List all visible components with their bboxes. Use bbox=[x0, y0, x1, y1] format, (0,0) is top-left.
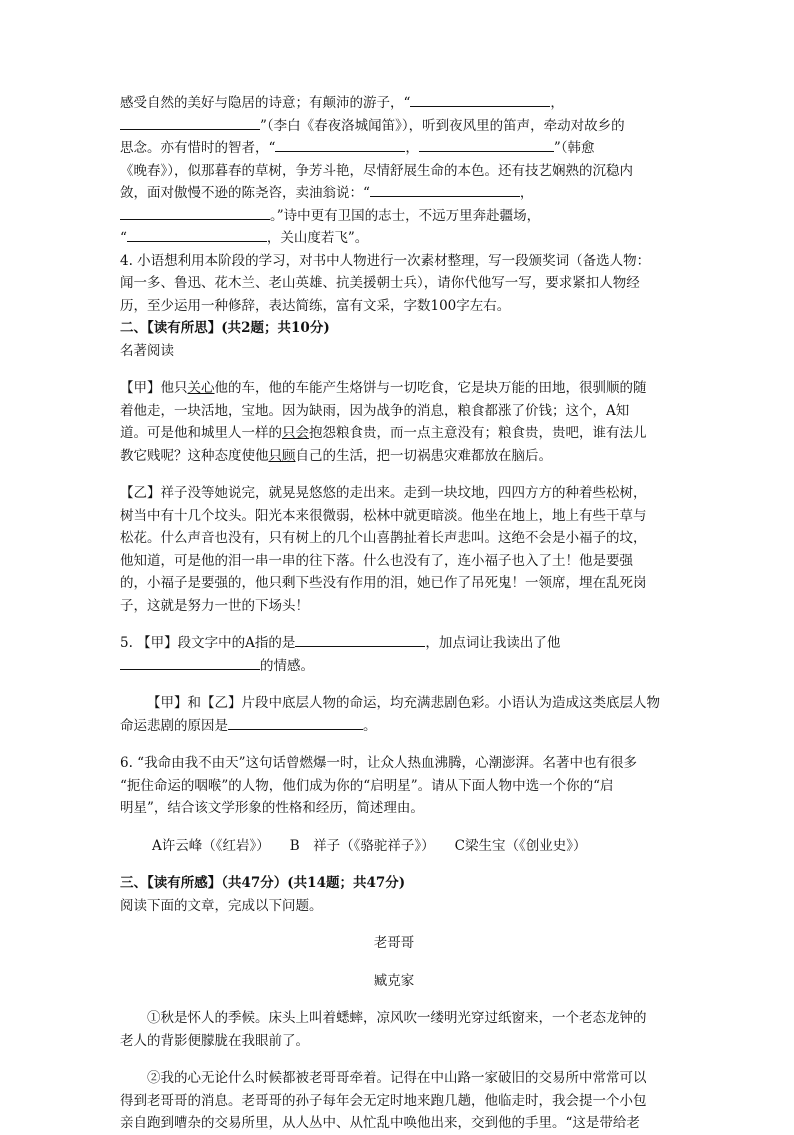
poem-fill-line: 《晚春》），似那暮春的草树，争芳斗艳，尽情舒展生命的本色。还有技艺娴熟的沉稳内 bbox=[120, 162, 633, 179]
text: ， bbox=[550, 95, 564, 111]
underlined-word: 只顾 bbox=[268, 447, 296, 464]
text: ，加点词让我读出了他 bbox=[425, 635, 561, 651]
passage-yi: 的，小福子是要强的，他只剩下些没有作用的泪，她已作了吊死鬼！一领席，埋在乱死岗 bbox=[120, 575, 647, 591]
section-subheading: 名著阅读 bbox=[120, 342, 174, 359]
text: ”（李白《春夜洛城闻笛》），听到夜风里的笛声，牵动对故乡的 bbox=[260, 117, 625, 134]
option-a[interactable]: A许云峰（《红岩》） bbox=[152, 837, 270, 854]
passage-yi: 【乙】祥子没等她说完，就晃晃悠悠的走出来。走到一块坟地，四四方方的种着些松树， bbox=[120, 485, 647, 501]
text: 思念。亦有惜时的智者，“ bbox=[120, 140, 276, 156]
passage-yi: 子，这就是努力一世的下场头！ bbox=[120, 597, 309, 614]
option-list bbox=[120, 835, 668, 858]
text: 感受自然的美好与隐居的诗意；有颠沛的游子，“ bbox=[120, 95, 411, 111]
poem-fill-line bbox=[120, 92, 668, 115]
exam-page bbox=[120, 92, 668, 1135]
question-5 bbox=[120, 715, 668, 738]
passage-jia bbox=[120, 445, 668, 468]
underlined-word: 只会 bbox=[282, 425, 309, 441]
text: ，关山度若飞”。 bbox=[266, 230, 369, 246]
article-paragraph: ②我的心无论什么时候都被老哥哥牵着。记得在中山路一家破旧的交易所中常常可以 bbox=[147, 1070, 647, 1086]
option-c[interactable]: C梁生宝（《创业史》） bbox=[454, 837, 587, 854]
section-subheading: 阅读下面的文章，完成以下问题。 bbox=[120, 897, 323, 914]
option-b[interactable]: B 祥子（《骆驼祥子》） bbox=[289, 837, 435, 854]
answer-blank[interactable] bbox=[295, 632, 425, 647]
poem-fill-line bbox=[120, 115, 668, 138]
text: ， bbox=[405, 140, 419, 156]
answer-blank[interactable] bbox=[120, 205, 270, 220]
passage-jia bbox=[120, 377, 668, 400]
text: 命运悲剧的原因是 bbox=[120, 717, 228, 734]
article-author: 臧克家 bbox=[373, 972, 415, 989]
question-6: 6. “我命由我不由天”这句话曾燃爆一时，让众人热血沸腾，心潮澎湃。名著中也有很多 bbox=[120, 755, 637, 771]
text: ， bbox=[519, 185, 534, 201]
text: “ bbox=[120, 230, 127, 246]
passage-yi: 树当中有十几个坟头。阳光本来很微弱，松林中就更暗淡。他坐在地上，地上有些干草与 bbox=[120, 507, 647, 524]
article-paragraph: 老人的背影便朦胧在我眼前了。 bbox=[120, 1032, 309, 1049]
passage-jia: 着他走，一块活地，宝地。因为缺雨，因为战争的消息，粮食都涨了价钱；这个，A知 bbox=[120, 402, 630, 419]
answer-blank[interactable] bbox=[228, 715, 363, 730]
answer-blank[interactable] bbox=[127, 227, 267, 242]
article-paragraph: ①秋是怀人的季候。床头上叫着蟋蟀，凉风吹一缕明光穿过纸窗来，一个老态龙钟的 bbox=[147, 1010, 647, 1026]
section-heading: 三、【读有所感】（共47分）(共14题；共47分) bbox=[120, 875, 406, 891]
text: 敛，面对傲慢不逊的陈尧咨，卖油翁说：“ bbox=[120, 185, 370, 201]
text: 。”诗中更有卫国的志士，不远万里奔赴疆场， bbox=[270, 207, 541, 224]
passage-yi: 他知道，可是他的泪一串一串的往下落。什么也没有了，连小福子也入了土！他是要强 bbox=[120, 552, 633, 569]
question-5 bbox=[120, 632, 668, 655]
answer-blank[interactable] bbox=[120, 115, 260, 130]
poem-fill-line bbox=[120, 182, 668, 205]
text: 5. 【甲】段文字中的A指的是 bbox=[120, 635, 296, 651]
text: 他的车，他的车能产生烙饼与一切吃食，它是块万能的田地，很驯顺的随 bbox=[214, 380, 647, 396]
question-6: “扼住命运的咽喉”的人物，他们成为你的“启明星”。请从下面人物中选一个你的“启 bbox=[120, 777, 614, 794]
poem-fill-line bbox=[120, 137, 668, 160]
text: 教它贱呢？这种态度使他 bbox=[120, 447, 269, 464]
question-5 bbox=[120, 655, 668, 678]
underlined-word: 关心 bbox=[187, 380, 215, 396]
question-6: 明星”，结合该文学形象的性格和经历，简述理由。 bbox=[120, 800, 424, 816]
section-heading: 二、【读有所思】(共2题；共10分) bbox=[120, 320, 330, 336]
answer-blank[interactable] bbox=[370, 182, 520, 197]
question-5: 【甲】和【乙】片段中底层人物的命运，均充满悲剧色彩。小语认为造成这类底层人物 bbox=[147, 695, 660, 711]
answer-blank[interactable] bbox=[410, 92, 550, 107]
poem-fill-line bbox=[120, 205, 668, 228]
poem-fill-line bbox=[120, 227, 668, 250]
text: 自己的生活，把一切祸患灾难都放在脑后。 bbox=[295, 447, 552, 464]
article-paragraph: 得到老哥哥的消息。老哥哥的孙子每年会无定时地来跑几趟，他临走时，我会提一个小包 bbox=[120, 1092, 647, 1109]
text: 的情感。 bbox=[260, 657, 314, 674]
answer-blank[interactable] bbox=[275, 137, 405, 152]
text: 道。可是他和城里人一样的 bbox=[120, 425, 282, 441]
text: 。 bbox=[363, 717, 377, 734]
article-title: 老哥哥 bbox=[373, 935, 415, 951]
passage-jia bbox=[120, 422, 668, 445]
article-paragraph: 亲自跑到嘈杂的交易所里，从人丛中、从忙乱中唤他出来，交到他的手里。“这是带给老 bbox=[120, 1115, 640, 1131]
question-4: 4. 小语想利用本阶段的学习，对书中人物进行一次素材整理，写一段颁奖词（备选人物： bbox=[120, 252, 651, 269]
question-4: 历，至少运用一种修辞，表达简练，富有文采，字数100字左右。 bbox=[120, 297, 511, 314]
answer-blank[interactable] bbox=[120, 655, 260, 670]
text: 抱怨粮食贵，而一点主意没有；粮食贵，贵吧，谁有法儿 bbox=[309, 425, 647, 441]
text: 【甲】他只 bbox=[120, 380, 188, 396]
question-4: 闻一多、鲁迅、花木兰、老山英雄、抗美援朝士兵），请你代他写一写，要求紧扣人物经 bbox=[120, 275, 640, 291]
text: ”（韩愈 bbox=[553, 140, 595, 156]
answer-blank[interactable] bbox=[419, 137, 554, 152]
passage-yi: 松花。什么声音也没有，只有树上的几个山喜鹊扯着长声悲叫。这绝不会是小福子的坟， bbox=[120, 530, 647, 546]
